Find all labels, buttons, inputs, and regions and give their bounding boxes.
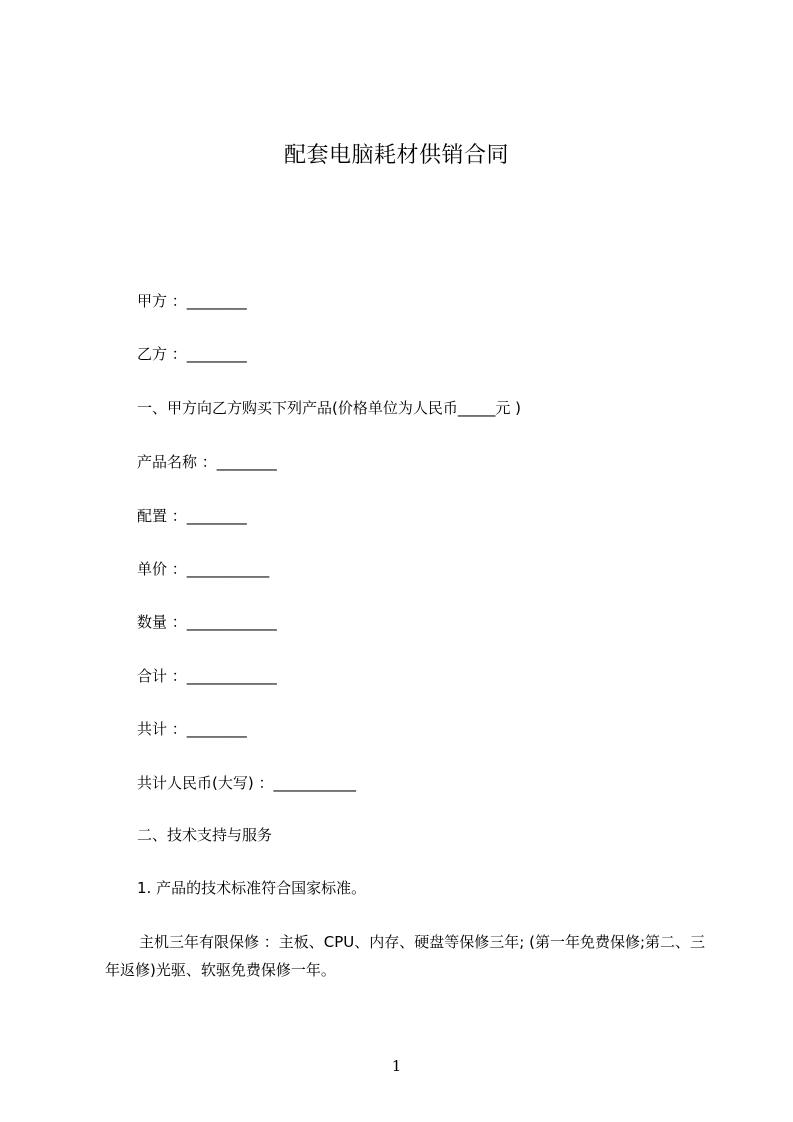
total-in-words-line: 共计人民币(大写) ：___________: [137, 774, 356, 792]
contract-title: 配套电脑耗材供销合同: [283, 143, 509, 168]
page-number: 1: [391, 1057, 402, 1075]
configuration-line: 配置 ：________: [137, 507, 247, 525]
section-one-heading: 一、甲方向乙方购买下列产品(价格单位为人民币_____元 ): [137, 399, 521, 417]
party-a-line: 甲方 ：________: [137, 292, 247, 310]
total-line: 共计 ：________: [137, 720, 247, 738]
product-name-line: 产品名称 ：________: [137, 453, 277, 471]
unit-price-line: 单价 ：___________: [137, 560, 270, 578]
subtotal-line: 合计 ：____________: [137, 667, 277, 685]
quantity-line: 数量 ：____________: [137, 613, 277, 631]
party-b-line: 乙方 ：________: [137, 345, 247, 363]
warranty-paragraph: 主机三年有限保修 ：主板、CPU、内存、硬盘等保修三年; (第一年免费保修;第二、三年返修)光驱、软驱免费保修一年。: [105, 933, 705, 979]
section-two-heading: 二、技术支持与服务: [137, 826, 273, 844]
technical-standard-line: 1. 产品的技术标准符合国家标准。: [137, 879, 367, 897]
